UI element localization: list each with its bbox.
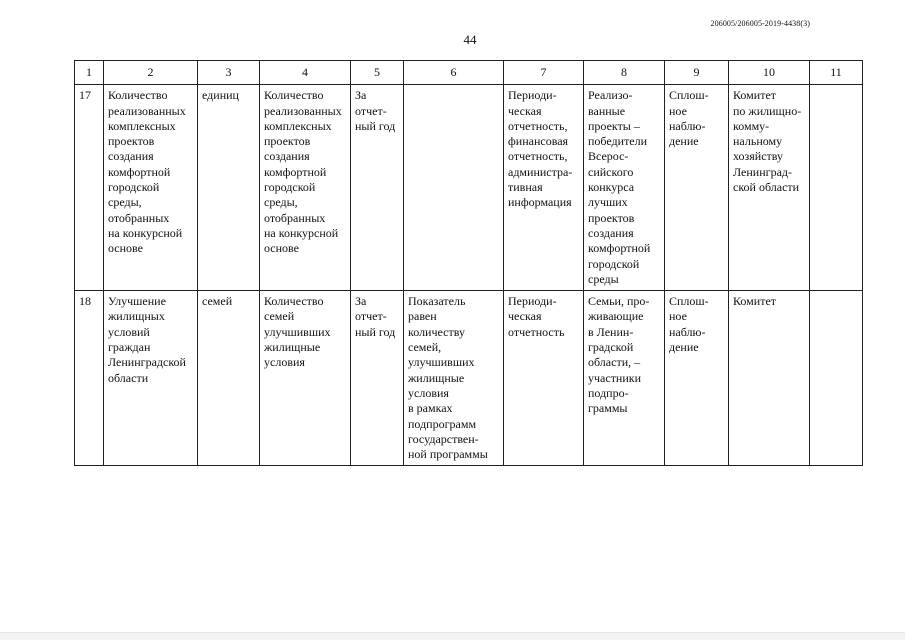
- table-row: [75, 291, 863, 466]
- column-header: 2: [104, 61, 198, 85]
- table-row: [75, 85, 863, 291]
- method-cell: Сплош- ное наблю- дение: [665, 291, 729, 466]
- calc-method-cell: [404, 85, 504, 291]
- header-row: [75, 61, 863, 85]
- unit-cell: единиц: [198, 85, 260, 291]
- indicator-cell: Улучшение жилищных условий граждан Ленинградской области: [104, 291, 198, 466]
- indicators-table: [74, 60, 863, 466]
- period-cell: За отчет- ный год: [351, 85, 404, 291]
- row-number: 18: [75, 291, 104, 466]
- page-number: 44: [463, 32, 477, 47]
- column-header: 3: [198, 61, 260, 85]
- document-code: 206005/206005-2019-4438(3): [710, 19, 810, 28]
- column-header: 9: [665, 61, 729, 85]
- source-cell: Периоди- ческая отчетность, финансовая отчетность, администра- тивная информация: [504, 85, 584, 291]
- scan-edge-band: [0, 633, 905, 640]
- column-header: 8: [584, 61, 665, 85]
- column-header: 1: [75, 61, 104, 85]
- period-cell: За отчет- ный год: [351, 291, 404, 466]
- column-header: 5: [351, 61, 404, 85]
- column-header: 6: [404, 61, 504, 85]
- column-header: 11: [810, 61, 863, 85]
- source-cell: Периоди- ческая отчетность: [504, 291, 584, 466]
- col11-cell: [810, 85, 863, 291]
- definition-cell: Количество семей улучшивших жилищные условия: [260, 291, 351, 466]
- object-cell: Семьи, про- живающие в Ленин- градской области, – участники подпро- граммы: [584, 291, 665, 466]
- object-cell: Реализо- ванные проекты – победители Всерос- сийского конкурса лучших проектов создания комфортной городской среды: [584, 85, 665, 291]
- column-header: 4: [260, 61, 351, 85]
- row-number: 17: [75, 85, 104, 291]
- col11-cell: [810, 291, 863, 466]
- column-header: 7: [504, 61, 584, 85]
- definition-cell: Количество реализованных комплексных проектов создания комфортной городской среды, отобранных на конкурсной основе: [260, 85, 351, 291]
- calc-method-cell: Показатель равен количеству семей, улучшивших жилищные условия в рамках подпрограмм государствен- ной программы: [404, 291, 504, 466]
- column-header: 10: [729, 61, 810, 85]
- method-cell: Сплош- ное наблю- дение: [665, 85, 729, 291]
- responsible-cell: Комитет: [729, 291, 810, 466]
- responsible-cell: Комитет по жилищно- комму- нальному хозяйству Ленинград- ской области: [729, 85, 810, 291]
- unit-cell: семей: [198, 291, 260, 466]
- indicator-cell: Количество реализованных комплексных проектов создания комфортной городской среды, отобранных на конкурсной основе: [104, 85, 198, 291]
